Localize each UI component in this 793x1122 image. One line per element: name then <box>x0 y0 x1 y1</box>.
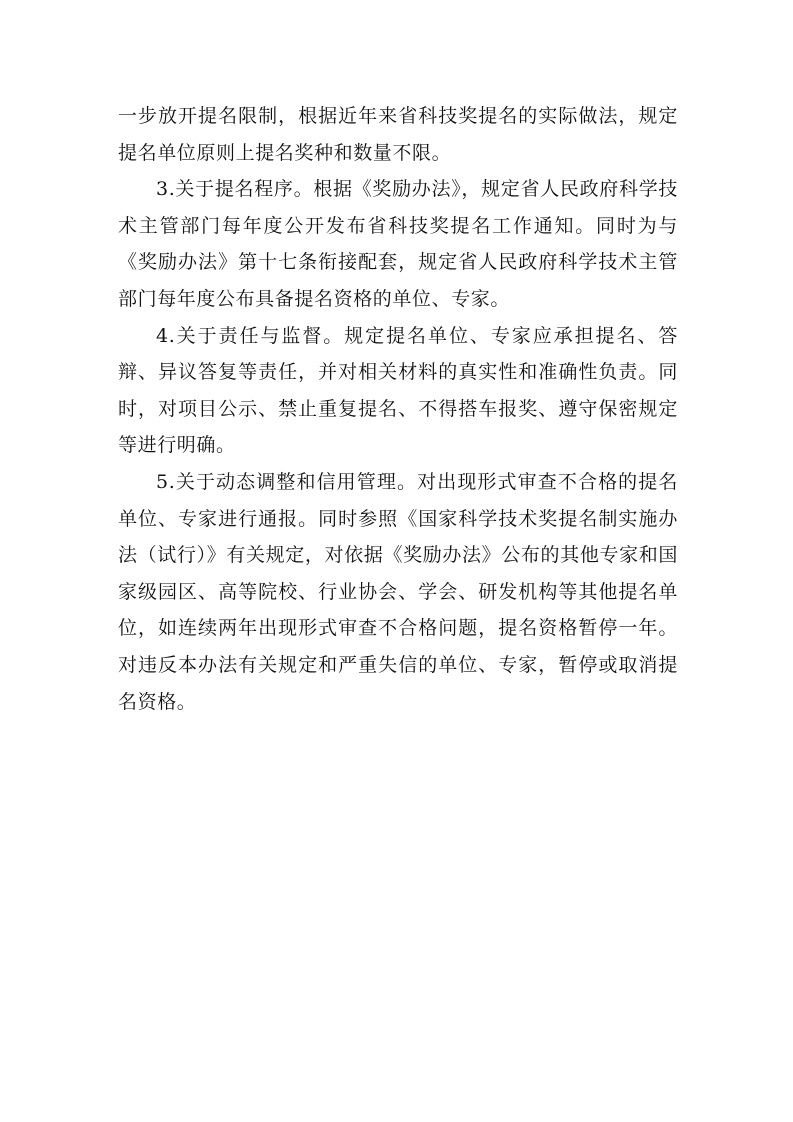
paragraph-dynamic-adjustment-credit: 5.关于动态调整和信用管理。对出现形式审查不合格的提名单位、专家进行通报。同时参照《国家科学技术奖提名制实施办法（试行）》有关规定，对依据《奖励办法》公布的其他专家和国家级园区、高等院校、行业协会、学会、研发机构等其他提名单位，如连续两年出现形式审查不合格问题，提名资格暂停一年。对违反本办法有关规定和严重失信的单位、专家，暂停或取消提名资格。 <box>118 470 678 713</box>
paragraph-continuation: 一步放开提名限制，根据近年来省科技奖提名的实际做法，规定提名单位原则上提名奖种和数量不限。 <box>118 105 678 164</box>
document-body <box>118 98 678 720</box>
paragraph-responsibility-supervision: 4.关于责任与监督。规定提名单位、专家应承担提名、答辩、异议答复等责任，并对相关材料的真实性和准确性负责。同时，对项目公示、禁止重复提名、不得搭车报奖、遵守保密规定等进行明确。 <box>118 324 678 457</box>
paragraph-nomination-procedure: 3.关于提名程序。根据《奖励办法》，规定省人民政府科学技术主管部门每年度公开发布省科技奖提名工作通知。同时为与《奖励办法》第十七条衔接配套，规定省人民政府科学技术主管部门每年度公布具备提名资格的单位、专家。 <box>118 178 678 310</box>
